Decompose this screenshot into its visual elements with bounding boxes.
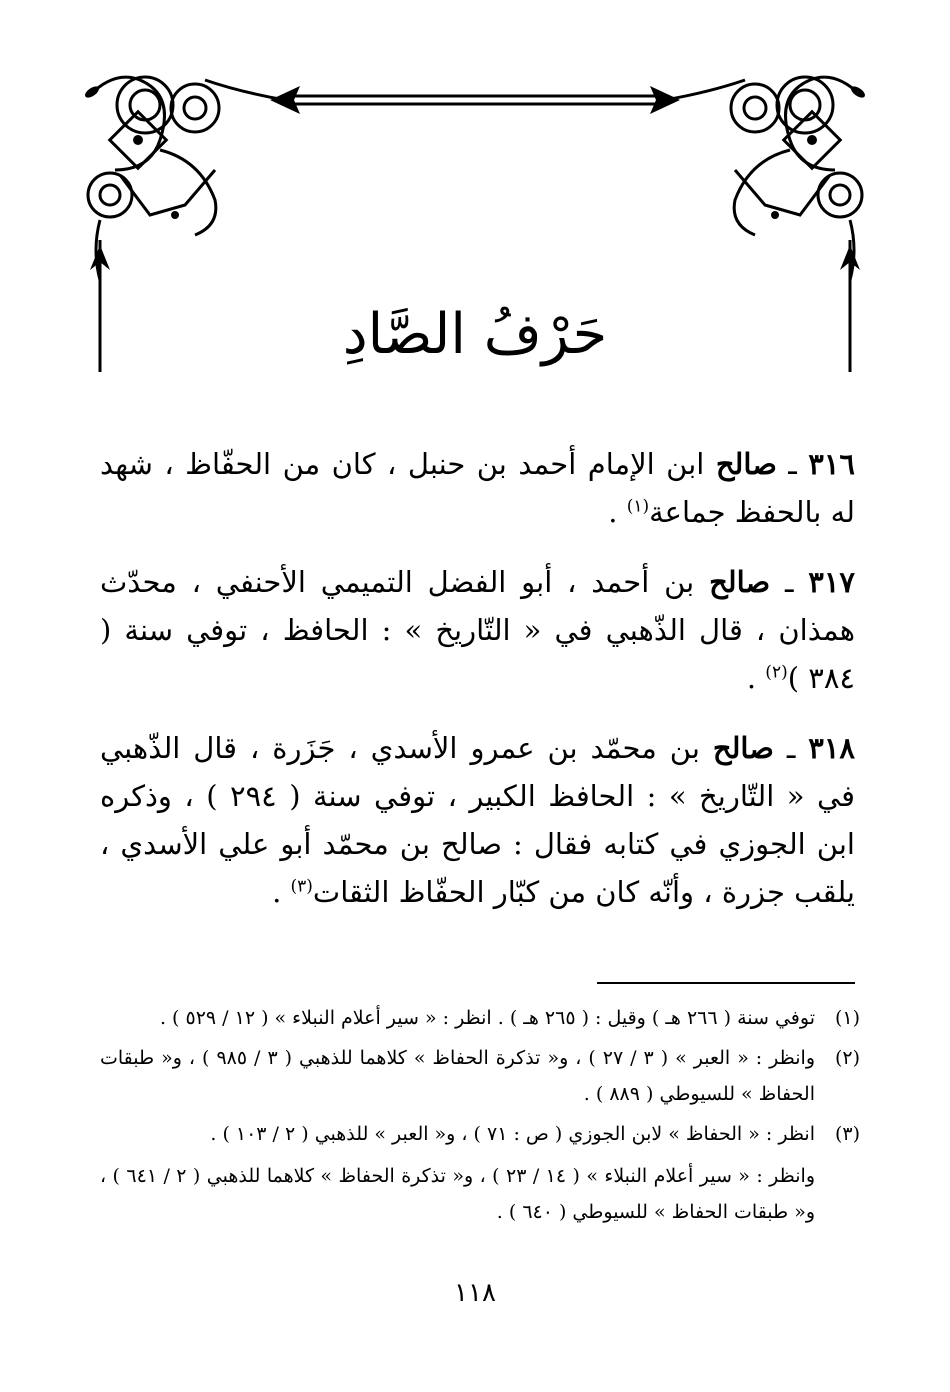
entry-dash: ـ	[776, 447, 797, 481]
chapter-title: حَرْفُ الصَّادِ	[342, 302, 608, 367]
entry-dash: ـ	[773, 731, 796, 765]
entry-tail: .	[608, 495, 627, 529]
entry-text: بن أحمد ، أبو الفضل التميمي الأحنفي ، محدّث همذان ، قال الذّهبي في « التّاريخ » : الحافظ ، توفي سنة ( ٣٨٤ )	[100, 565, 855, 695]
entry-number: ٣١٦	[808, 447, 856, 481]
footnote-separator	[597, 982, 855, 984]
footnote-mark: (١)	[834, 1007, 860, 1029]
entry-tail: .	[746, 661, 766, 695]
entry-name: صالح	[715, 447, 777, 481]
footnote-3-continuation: وانظر : « سير أعلام النبلاء » ( ١٤ / ٢٣ ) ، و« تذكرة الحفاظ » كلاهما للذهبي ( ٢ / ٦٤١ ) ، و« طبقات الحفاظ » للسيوطي ( ٦٤٠ ) .	[100, 1165, 815, 1223]
entry-number: ٣١٧	[808, 565, 856, 599]
footnote-text: توفي سنة ( ٢٦٦ هـ ) وقيل : ( ٢٦٥ هـ ) . انظر : « سير أعلام النبلاء » ( ١٢ / ٥٢٩ ) .	[159, 1007, 815, 1029]
footnote-2	[100, 1040, 860, 1112]
biography-entries	[100, 440, 855, 938]
page-number: ١١٨	[454, 1278, 496, 1308]
footnote-text: انظر : « الحفاظ » لابن الجوزي ( ص : ٧١ ) ، و« العبر » للذهبي ( ٢ / ١٠٣ ) .	[210, 1123, 815, 1145]
footnote-ref[interactable]: (١)	[626, 496, 650, 517]
footnotes	[100, 1000, 860, 1230]
entry-316	[100, 440, 855, 536]
footnote-ref[interactable]: (٢)	[765, 662, 788, 683]
entry-number: ٣١٨	[808, 731, 856, 765]
entry-text: ابن الإمام أحمد بن حنبل ، كان من الحفّاظ ، شهد له بالحفظ جماعة	[100, 447, 855, 529]
footnote-mark: (٢)	[834, 1047, 860, 1069]
entry-318	[100, 724, 855, 916]
footnote-1	[100, 1000, 860, 1036]
entry-dash: ـ	[770, 565, 794, 599]
entry-317	[100, 558, 855, 702]
footnote-text: وانظر : « العبر » ( ٣ / ٢٧ ) ، و« تذكرة الحفاظ » كلاهما للذهبي ( ٣ / ٩٨٥ ) ، و« طبقات الحفاظ » للسيوطي ( ٨٨٩ ) .	[100, 1047, 815, 1105]
footnote-3	[100, 1116, 860, 1152]
footnote-mark: (٣)	[834, 1123, 860, 1145]
entry-name: صالح	[712, 731, 774, 765]
entry-text: بن محمّد بن عمرو الأسدي ، جَزَرة ، قال الذّهبي في « التّاريخ » : الحافظ الكبير ، توفي سنة ( ٢٩٤ ) ، وذكره ابن الجوزي في كتابه فقال : صالح بن محمّد أبو علي الأسدي ، يلقب جزرة ، وأنّه كان من كبّار الحفّاظ الثقات	[100, 731, 856, 909]
footnote-ref[interactable]: (٣)	[290, 876, 313, 897]
entry-name: صالح	[709, 565, 771, 599]
entry-tail: .	[272, 875, 291, 909]
